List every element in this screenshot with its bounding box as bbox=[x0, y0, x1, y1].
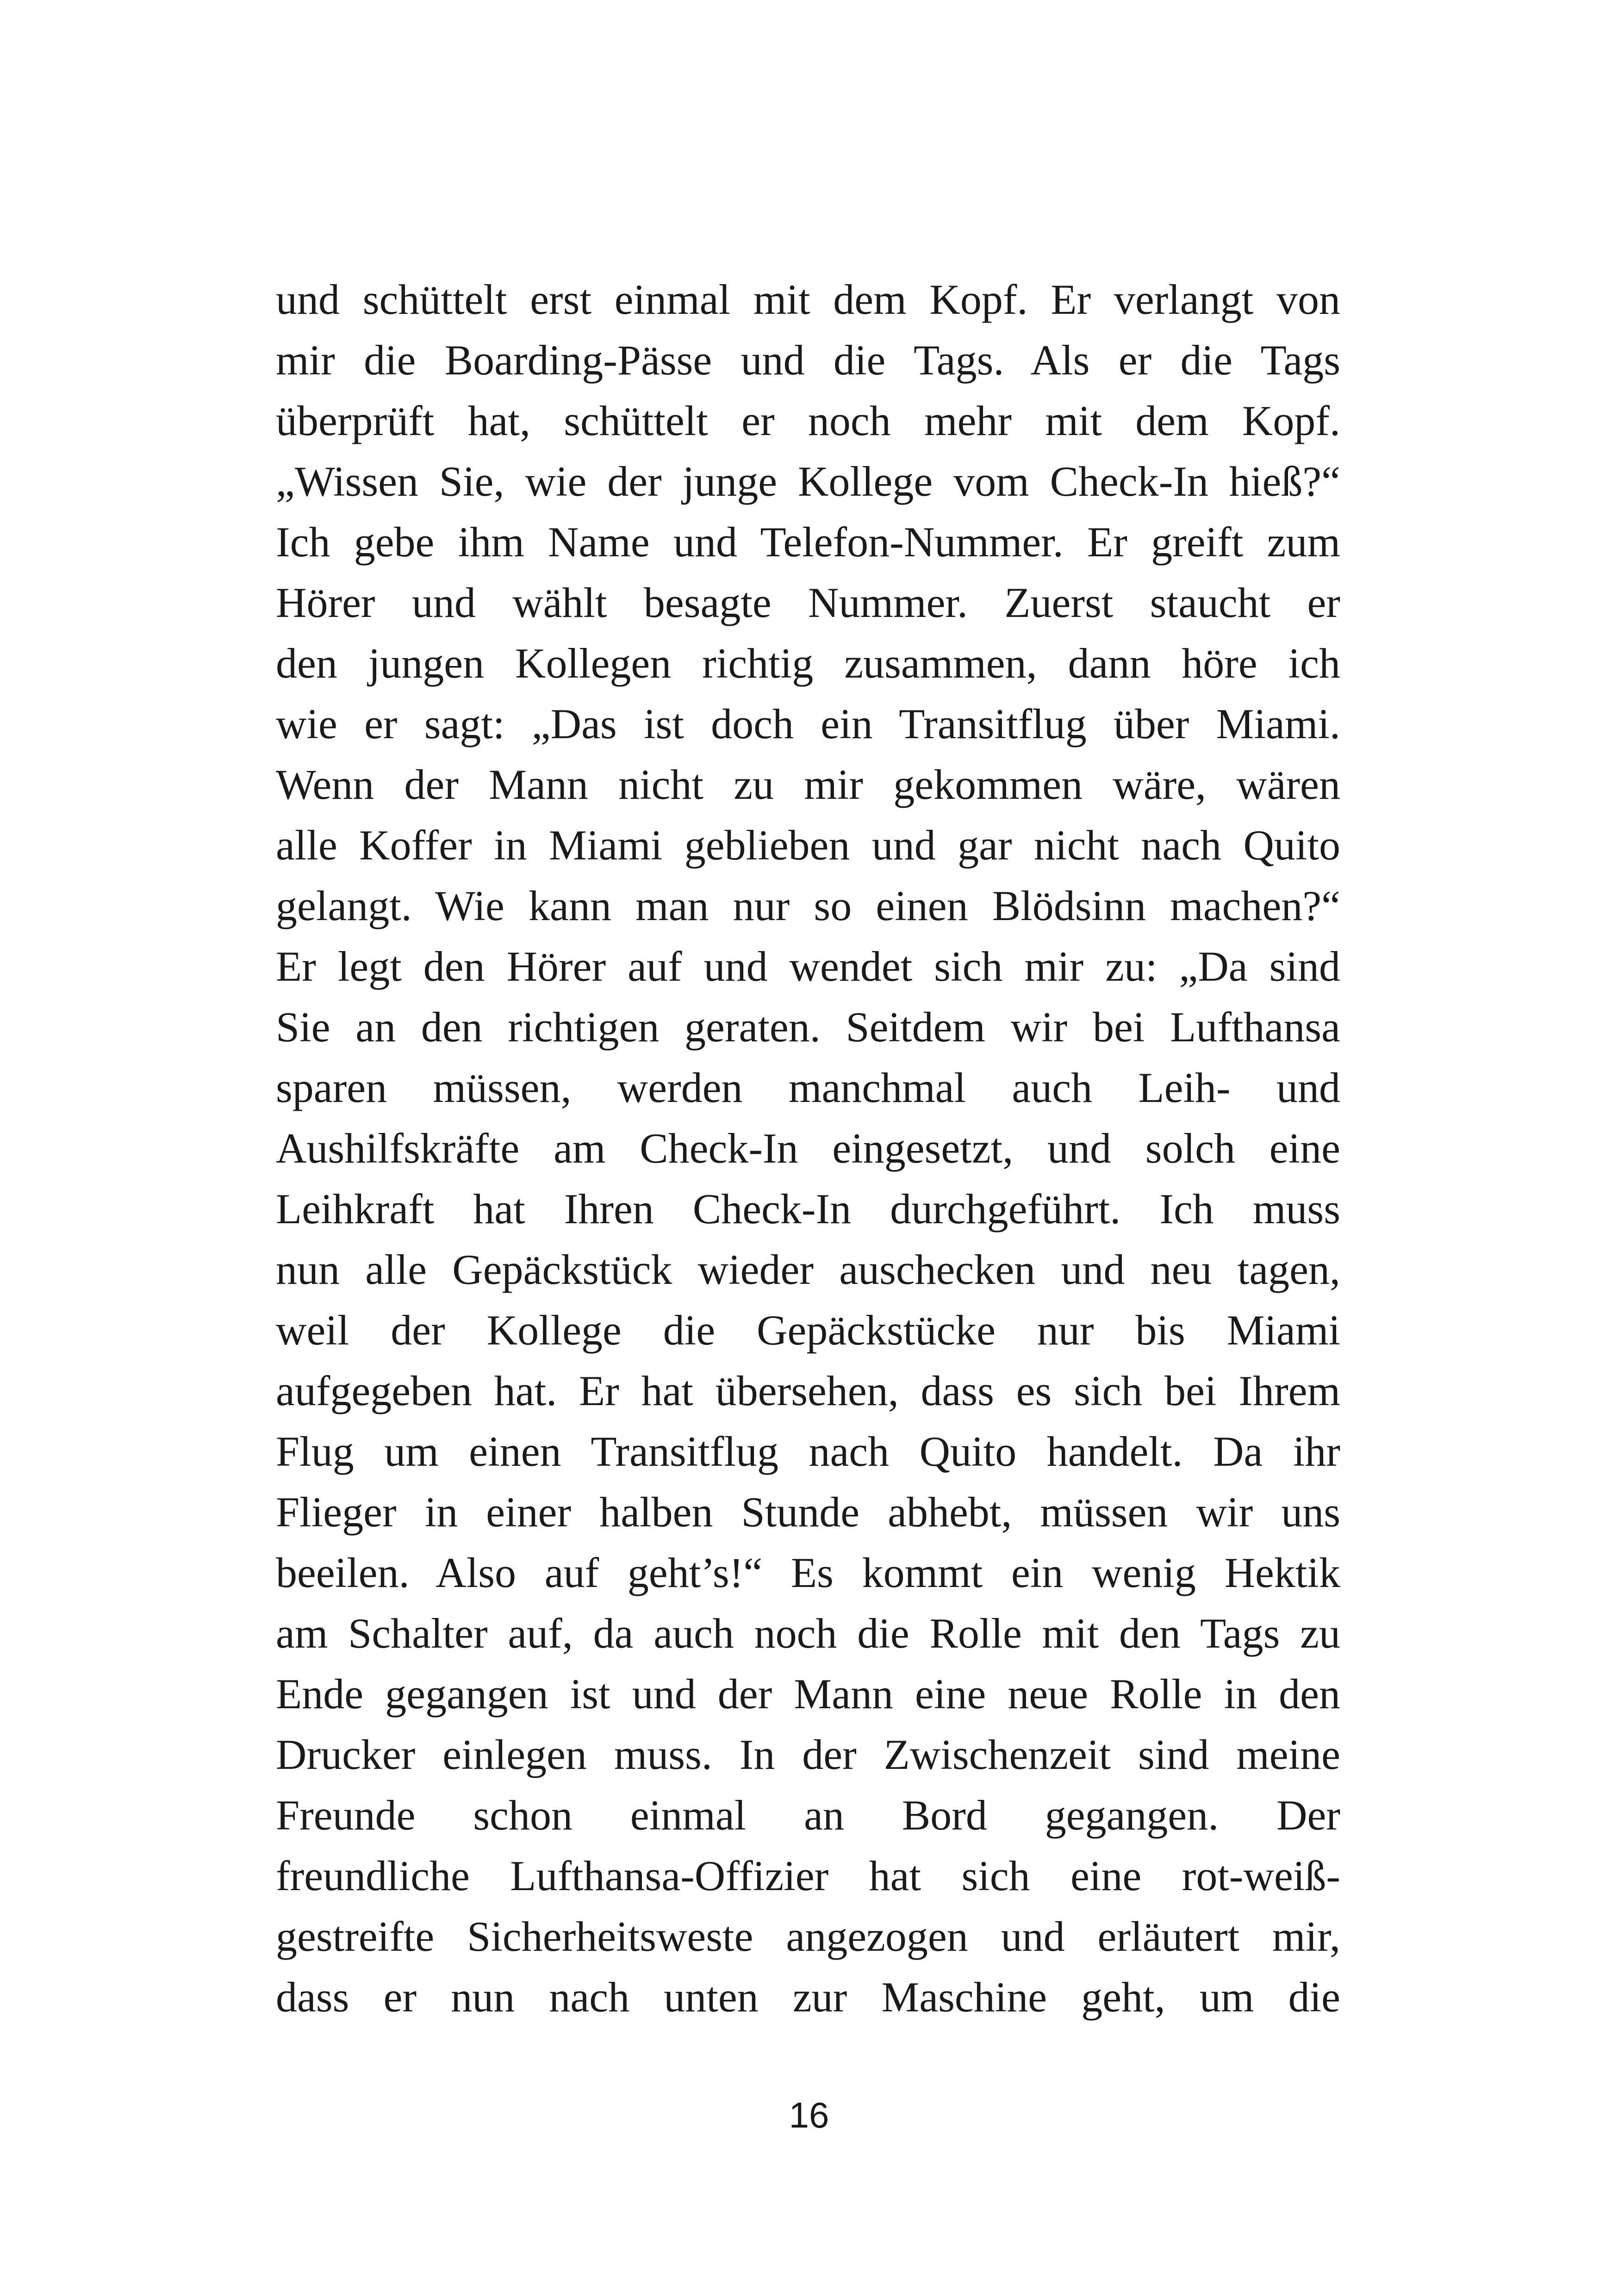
text-line: am Schalter auf, da auch noch die Rolle mit den Tags zu bbox=[276, 1610, 1340, 1657]
page-number: 16 bbox=[789, 2095, 829, 2135]
text-line: weil der Kollege die Gepäckstücke nur bis Miami bbox=[276, 1307, 1340, 1354]
text-line: Leihkraft hat Ihren Check-In durchgeführt. Ich muss bbox=[276, 1185, 1340, 1232]
text-line: „Wissen Sie, wie der junge Kollege vom Check-In hieß?“ bbox=[276, 458, 1340, 505]
text-line: Hörer und wählt besagte Nummer. Zuerst staucht er bbox=[276, 579, 1340, 626]
text-line: alle Koffer in Miami geblieben und gar nicht nach Quito bbox=[276, 821, 1340, 869]
body-text bbox=[276, 269, 1340, 2028]
text-line: Flug um einen Transitflug nach Quito handelt. Da ihr bbox=[276, 1428, 1340, 1475]
text-line: Er legt den Hörer auf und wendet sich mir zu: „Da sind bbox=[276, 943, 1340, 990]
text-line: gelangt. Wie kann man nur so einen Blödsinn machen?“ bbox=[276, 882, 1340, 929]
text-line: und schüttelt erst einmal mit dem Kopf. Er verlangt von bbox=[276, 276, 1340, 323]
text-line: Freunde schon einmal an Bord gegangen. Der bbox=[276, 1792, 1340, 1839]
text-line: dass er nun nach unten zur Maschine geht, um die bbox=[276, 1973, 1340, 2021]
text-line: wie er sagt: „Das ist doch ein Transitflug über Miami. bbox=[276, 700, 1340, 747]
text-line: gestreifte Sicherheitsweste angezogen und erläutert mir, bbox=[276, 1913, 1340, 1960]
text-line: nun alle Gepäckstück wieder auschecken und neu tagen, bbox=[276, 1246, 1340, 1293]
text-line: aufgegeben hat. Er hat übersehen, dass es sich bei Ihrem bbox=[276, 1367, 1340, 1414]
text-line: sparen müssen, werden manchmal auch Leih- und bbox=[276, 1064, 1340, 1111]
text-line: beeilen. Also auf geht’s!“ Es kommt ein wenig Hektik bbox=[276, 1549, 1340, 1596]
text-line: mir die Boarding-Pässe und die Tags. Als er die Tags bbox=[276, 336, 1340, 384]
text-line: Ich gebe ihm Name und Telefon-Nummer. Er greift zum bbox=[276, 518, 1340, 566]
text-line: freundliche Lufthansa-Offizier hat sich eine rot-weiß- bbox=[276, 1852, 1340, 1899]
text-line: Sie an den richtigen geraten. Seitdem wir bei Lufthansa bbox=[276, 1003, 1340, 1051]
text-line: überprüft hat, schüttelt er noch mehr mit dem Kopf. bbox=[276, 397, 1340, 444]
text-line: den jungen Kollegen richtig zusammen, dann höre ich bbox=[276, 640, 1340, 687]
text-line: Aushilfskräfte am Check-In eingesetzt, und solch eine bbox=[276, 1125, 1340, 1172]
text-line: Flieger in einer halben Stunde abhebt, müssen wir uns bbox=[276, 1488, 1340, 1536]
text-line: Wenn der Mann nicht zu mir gekommen wäre, wären bbox=[276, 761, 1340, 808]
text-line: Drucker einlegen muss. In der Zwischenzeit sind meine bbox=[276, 1731, 1340, 1778]
text-line: Ende gegangen ist und der Mann eine neue Rolle in den bbox=[276, 1670, 1340, 1717]
